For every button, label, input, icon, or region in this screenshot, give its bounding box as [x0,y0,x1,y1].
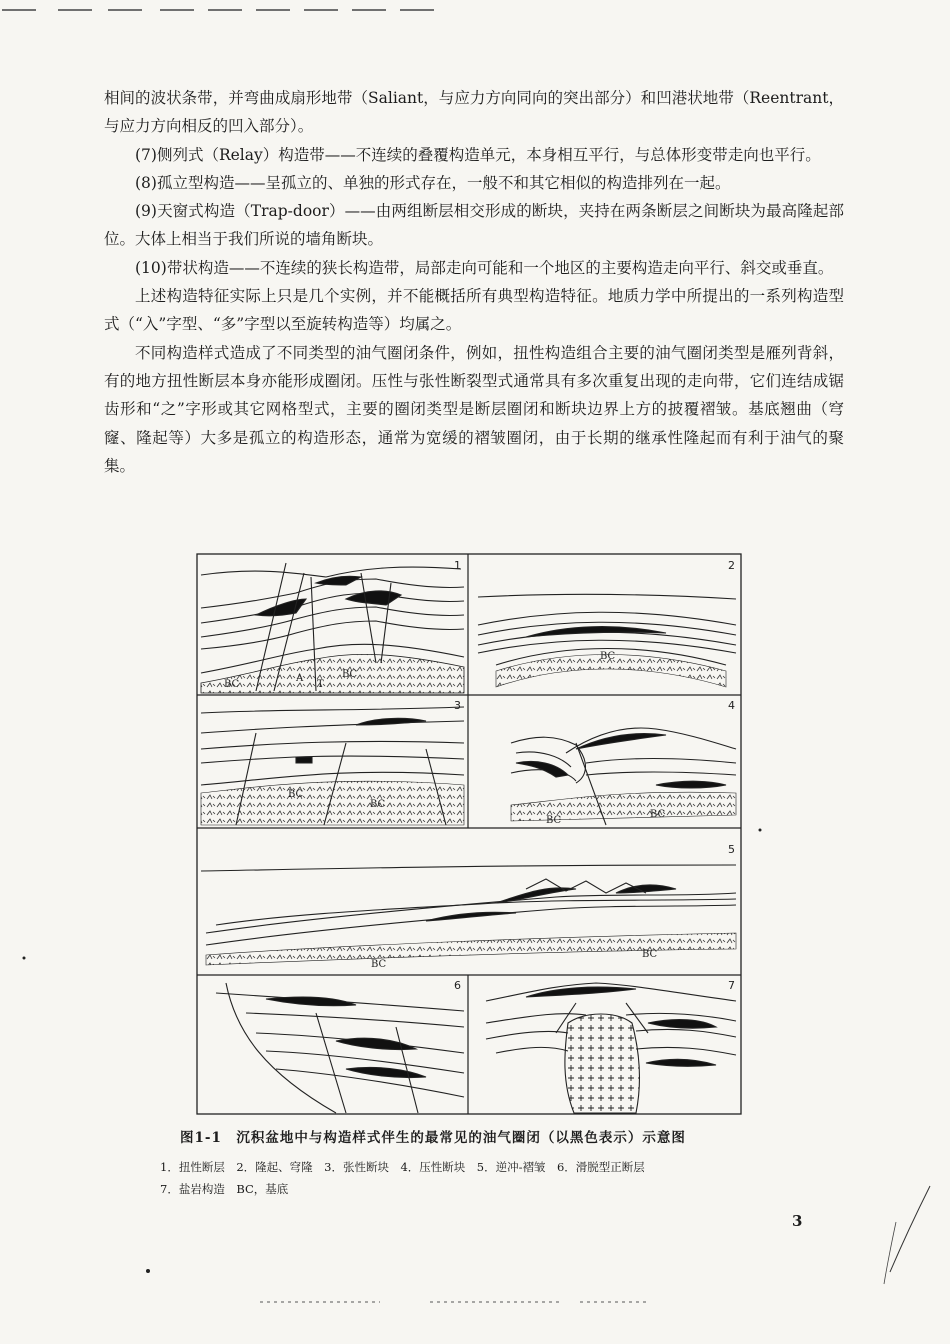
fault-label-t: T [317,679,324,690]
paragraph-1: 相间的波状条带，并弯曲成扇形地带（Saliant，与应力方向同向的突出部分）和凹港状地带（Reentrant，与应力方向相反的凹入部分）。 [104,89,844,136]
paragraph-7: 不同构造样式造成了不同类型的油气圈闭条件，例如，扭性构造组合主要的油气圈闭类型是雁列背斜，有的地方扭性断层本身亦能形成圈闭。压性与张性断裂型式通常具有多次重复出现的走向带，它们连结成锯齿形和“之”字形或其它网格型式，主要的圈闭类型是断层圈闭和断块边界上方的披覆褶皱。基底翘曲（穹窿、隆起等）大多是孤立的构造形态，通常为宽缓的褶皱圈闭，由于长期的继承性隆起而有利于油气的聚集。 [104,343,844,475]
paragraph-6: 上述构造特征实际上只是几个实例，并不能概括所有典型构造特征。地质力学中所提出的一系列构造型式（“入”字型、“多”字型以至旋转构造等）均属之。 [104,287,844,334]
bc-label: BC [288,789,304,800]
panel-4-compressional-block [511,699,736,826]
panel-number-6: 6 [454,979,461,992]
panel-1-wrench-fault [201,559,464,693]
figure-legend [160,1156,800,1200]
panel-number-1: 1 [454,559,461,572]
bc-label: BC [650,809,666,820]
bc-label: BC [642,949,658,960]
bc-label: BC [342,669,358,680]
page-number: 3 [792,1212,803,1230]
panel-number-2: 2 [728,559,735,572]
figure-caption: 图1-1 沉积盆地中与构造样式伴生的最常见的油气圈闭（以黑色表示）示意图 [180,1130,686,1146]
bc-label: BC [224,679,240,690]
panel-2-dome [478,559,736,687]
bc-label: BC [370,799,386,810]
top-dash-line [0,0,470,20]
bc-label: BC [371,959,387,970]
panel-number-4: 4 [728,699,735,712]
body-text [104,84,844,480]
panel-6-listric-fault [216,979,464,1113]
paragraph-2: (7)侧列式（Relay）构造带——不连续的叠覆构造单元，本身相互平行，与总体形变带走向也平行。 [135,145,821,164]
panel-number-7: 7 [728,979,735,992]
legend-line-2: 7．盐岩构造 BC，基底 [160,1182,289,1196]
panel-number-5: 5 [728,843,735,856]
paragraph-3: (8)孤立型构造——呈孤立的、单独的形式存在，一般不和其它相似的构造排列在一起。 [135,173,731,192]
panel-5-thrust-fold [201,843,736,970]
legend-line-1: 1．扭性断层 2．隆起、穹隆 3．张性断块 4．压性断块 5．逆冲-褶皱 6．滑脱型正断层 [160,1160,645,1174]
fault-label-a: A [296,673,304,684]
panel-3-tensional-blocks [201,699,464,825]
panel-7-salt-dome [486,979,736,1113]
bc-label: BC [546,815,562,826]
paragraph-5: (10)带状构造——不连续的狭长构造带，局部走向可能和一个地区的主要构造走向平行、斜交或垂直。 [135,258,834,277]
bc-label: BC [600,651,616,662]
panel-number-3: 3 [454,699,461,712]
paragraph-4: (9)天窗式构造（Trap-door）——由两组断层相交形成的断块，夹持在两条断层之间断块为最高隆起部位。大体上相当于我们所说的墙角断块。 [104,202,844,249]
trap-diagram [196,553,742,1115]
trap-diagram-figure [196,553,742,1115]
